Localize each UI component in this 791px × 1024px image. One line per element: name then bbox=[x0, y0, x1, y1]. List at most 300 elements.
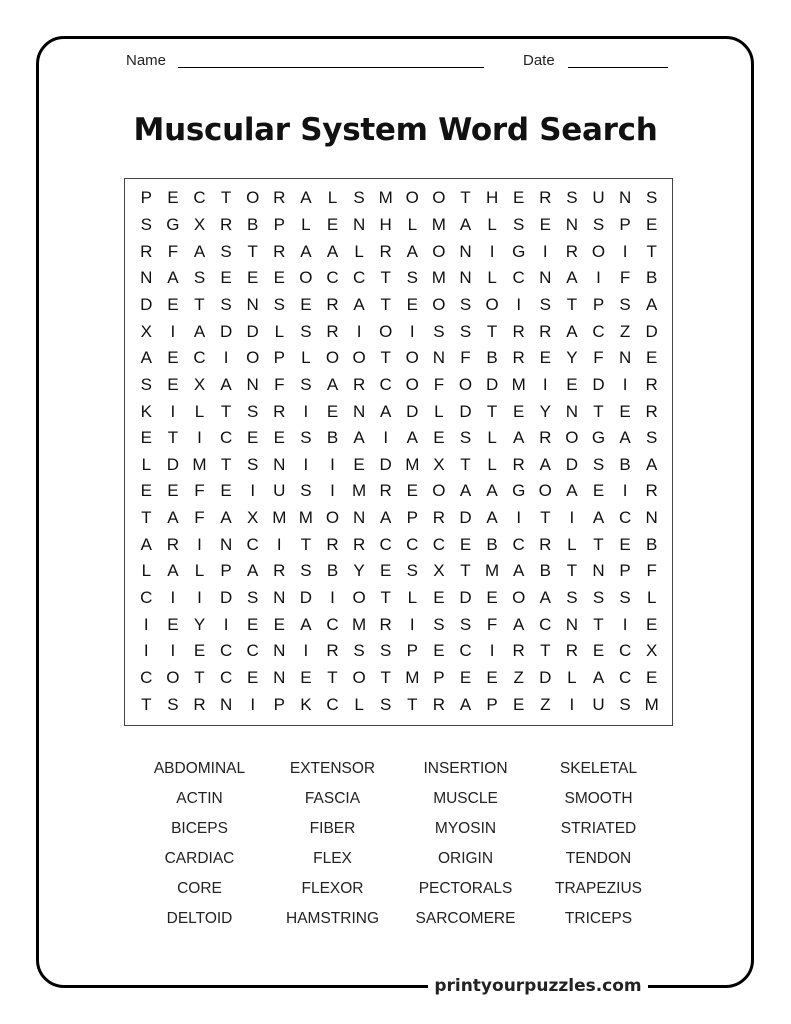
grid-letter: S bbox=[273, 294, 285, 314]
grid-letter: S bbox=[247, 588, 259, 608]
grid-letter: X bbox=[646, 641, 658, 661]
grid-letter: E bbox=[646, 614, 658, 634]
grid-letter: O bbox=[485, 294, 499, 314]
grid-letter: I bbox=[622, 481, 628, 501]
grid-letter: A bbox=[140, 534, 152, 554]
word-list-item: ORIGIN bbox=[437, 850, 494, 867]
grid-letter: C bbox=[379, 534, 392, 554]
grid-letter: N bbox=[645, 508, 658, 528]
grid-letter: L bbox=[327, 188, 338, 208]
grid-letter: O bbox=[352, 588, 366, 608]
word-list-item: TRICEPS bbox=[564, 910, 633, 927]
word-list-item: MYOSIN bbox=[434, 820, 497, 837]
letter-grid bbox=[133, 185, 665, 718]
grid-letter: Y bbox=[539, 401, 551, 421]
grid-letter: T bbox=[380, 668, 391, 688]
grid-letter: A bbox=[353, 428, 365, 448]
grid-letter: A bbox=[513, 561, 525, 581]
grid-letter: E bbox=[220, 268, 232, 288]
word-list-item: ABDOMINAL bbox=[153, 760, 246, 777]
grid-letter: I bbox=[197, 534, 202, 554]
grid-letter: S bbox=[300, 481, 312, 501]
grid-letter: M bbox=[405, 668, 420, 688]
grid-letter: M bbox=[644, 694, 659, 714]
grid-letter: E bbox=[646, 214, 658, 234]
grid-letter: E bbox=[167, 348, 179, 368]
grid-letter: O bbox=[405, 188, 419, 208]
grid-letter: R bbox=[326, 321, 339, 341]
grid-letter: E bbox=[300, 294, 312, 314]
grid-letter: S bbox=[459, 428, 472, 448]
word-list bbox=[133, 756, 665, 936]
grid-letter: S bbox=[380, 641, 392, 661]
grid-letter: A bbox=[300, 241, 312, 261]
grid-letter: R bbox=[193, 694, 206, 714]
grid-letter: E bbox=[273, 428, 285, 448]
grid-letter: R bbox=[539, 534, 552, 554]
grid-letter: L bbox=[487, 428, 497, 448]
grid-letter: D bbox=[166, 454, 180, 474]
grid-letter: T bbox=[380, 348, 391, 368]
grid-letter: T bbox=[460, 188, 471, 208]
grid-letter: B bbox=[539, 561, 551, 581]
grid-letter: R bbox=[273, 561, 286, 581]
grid-letter: O bbox=[352, 668, 366, 688]
grid-letter: A bbox=[167, 268, 179, 288]
grid-letter: L bbox=[487, 214, 497, 234]
grid-letter: N bbox=[273, 454, 286, 474]
grid-letter: C bbox=[193, 348, 206, 368]
grid-letter: L bbox=[141, 454, 152, 474]
grid-letter: C bbox=[140, 588, 153, 608]
grid-letter: C bbox=[618, 508, 632, 528]
grid-letter: T bbox=[486, 321, 498, 341]
grid-letter: K bbox=[300, 694, 312, 714]
grid-letter: T bbox=[460, 454, 471, 474]
grid-letter: D bbox=[539, 668, 552, 688]
grid-letter: L bbox=[487, 268, 497, 288]
grid-letter: E bbox=[459, 668, 472, 688]
grid-letter: C bbox=[326, 268, 339, 288]
grid-letter: S bbox=[619, 588, 631, 608]
grid-letter: E bbox=[167, 614, 179, 634]
grid-letter: O bbox=[405, 374, 419, 394]
grid-letter: R bbox=[539, 428, 552, 448]
grid-letter: Y bbox=[566, 348, 578, 368]
grid-letter: N bbox=[432, 348, 446, 368]
grid-letter: A bbox=[193, 321, 206, 341]
grid-letter: D bbox=[246, 321, 259, 341]
grid-letter: I bbox=[250, 481, 256, 501]
grid-letter: I bbox=[197, 428, 202, 448]
grid-letter: D bbox=[645, 321, 658, 341]
grid-letter: R bbox=[432, 508, 446, 528]
grid-letter: I bbox=[516, 294, 522, 314]
grid-letter: C bbox=[512, 534, 525, 554]
grid-letter: D bbox=[219, 588, 233, 608]
grid-letter: N bbox=[246, 374, 259, 394]
grid-letter: P bbox=[273, 694, 285, 714]
grid-letter: E bbox=[326, 401, 339, 421]
grid-letter: I bbox=[170, 641, 176, 661]
grid-letter: I bbox=[409, 321, 415, 341]
grid-letter: T bbox=[220, 188, 232, 208]
grid-letter: C bbox=[352, 268, 366, 288]
grid-letter: C bbox=[140, 668, 153, 688]
grid-letter: N bbox=[352, 401, 366, 421]
grid-letter: M bbox=[431, 214, 446, 234]
grid-letter: R bbox=[326, 641, 339, 661]
grid-letter: R bbox=[273, 401, 286, 421]
grid-letter: G bbox=[512, 241, 526, 261]
grid-letter: S bbox=[566, 188, 578, 208]
grid-letter: A bbox=[566, 321, 578, 341]
grid-letter: O bbox=[405, 348, 419, 368]
word-list-item: ACTIN bbox=[176, 790, 223, 807]
grid-letter: R bbox=[326, 534, 339, 554]
grid-letter: E bbox=[140, 481, 152, 501]
word-list-item: FASCIA bbox=[304, 790, 361, 807]
grid-letter: F bbox=[194, 508, 205, 528]
grid-letter: D bbox=[459, 588, 472, 608]
grid-letter: G bbox=[512, 481, 526, 501]
grid-letter: C bbox=[219, 428, 233, 448]
grid-letter: E bbox=[539, 214, 551, 234]
grid-letter: X bbox=[193, 214, 206, 234]
grid-letter: D bbox=[565, 454, 579, 474]
grid-letter: S bbox=[140, 214, 152, 234]
grid-letter: F bbox=[593, 348, 604, 368]
grid-letter: A bbox=[220, 508, 232, 528]
grid-letter: A bbox=[406, 241, 418, 261]
footer-site: printyourpuzzles.com bbox=[434, 976, 642, 996]
grid-letter: S bbox=[619, 694, 631, 714]
grid-letter: I bbox=[303, 454, 309, 474]
grid-letter: B bbox=[326, 428, 339, 448]
grid-letter: I bbox=[569, 694, 575, 714]
grid-letter: R bbox=[352, 374, 366, 394]
grid-letter: C bbox=[592, 321, 605, 341]
grid-letter: B bbox=[326, 561, 339, 581]
grid-letter: O bbox=[325, 508, 340, 528]
grid-letter: X bbox=[193, 374, 206, 394]
grid-letter: B bbox=[619, 454, 631, 474]
grid-letter: E bbox=[513, 401, 525, 421]
grid-letter: N bbox=[273, 641, 286, 661]
grid-letter: I bbox=[330, 454, 335, 474]
grid-letter: C bbox=[246, 641, 259, 661]
grid-letter: H bbox=[485, 188, 499, 208]
grid-letter: U bbox=[592, 188, 605, 208]
grid-letter: K bbox=[140, 401, 152, 421]
grid-letter: A bbox=[326, 241, 339, 261]
grid-letter: R bbox=[539, 188, 552, 208]
grid-letter: P bbox=[619, 561, 631, 581]
grid-letter: M bbox=[352, 481, 367, 501]
grid-letter: S bbox=[300, 321, 312, 341]
grid-letter: T bbox=[593, 534, 604, 554]
grid-letter: L bbox=[141, 561, 152, 581]
grid-letter: B bbox=[646, 534, 658, 554]
grid-letter: D bbox=[592, 374, 605, 394]
grid-letter: R bbox=[512, 348, 525, 368]
grid-letter: T bbox=[566, 561, 578, 581]
grid-letter: R bbox=[273, 188, 286, 208]
grid-letter: P bbox=[592, 294, 605, 314]
grid-letter: A bbox=[140, 348, 152, 368]
grid-letter: O bbox=[166, 668, 180, 688]
grid-letter: I bbox=[276, 534, 282, 554]
grid-letter: I bbox=[516, 508, 522, 528]
grid-letter: L bbox=[354, 241, 364, 261]
grid-letter: T bbox=[327, 668, 338, 688]
grid-letter: R bbox=[379, 481, 392, 501]
grid-letter: E bbox=[247, 268, 259, 288]
grid-letter: S bbox=[300, 561, 312, 581]
grid-letter: C bbox=[618, 668, 632, 688]
grid-letter: Z bbox=[513, 668, 524, 688]
grid-letter: D bbox=[140, 294, 153, 314]
grid-letter: X bbox=[433, 561, 445, 581]
grid-letter: P bbox=[406, 508, 418, 528]
grid-letter: T bbox=[220, 401, 232, 421]
grid-letter: I bbox=[170, 401, 176, 421]
grid-letter: I bbox=[223, 348, 229, 368]
grid-letter: E bbox=[433, 428, 445, 448]
grid-letter: M bbox=[352, 614, 367, 634]
name-label: Name bbox=[126, 52, 167, 69]
grid-letter: S bbox=[193, 268, 206, 288]
grid-letter: L bbox=[646, 588, 657, 608]
grid-letter: E bbox=[646, 668, 658, 688]
grid-letter: S bbox=[247, 454, 259, 474]
grid-letter: A bbox=[646, 454, 658, 474]
grid-letter: T bbox=[593, 614, 604, 634]
grid-letter: C bbox=[219, 641, 233, 661]
grid-letter: F bbox=[433, 374, 445, 394]
word-list-item: FIBER bbox=[309, 820, 356, 837]
grid-letter: E bbox=[193, 641, 206, 661]
grid-letter: A bbox=[566, 268, 578, 288]
grid-letter: L bbox=[567, 534, 577, 554]
word-list-item: BICEPS bbox=[171, 820, 228, 837]
grid-letter: O bbox=[538, 481, 552, 501]
grid-letter: M bbox=[298, 508, 313, 528]
grid-letter: Z bbox=[619, 321, 631, 341]
grid-letter: S bbox=[646, 428, 658, 448]
grid-letter: C bbox=[326, 614, 339, 634]
grid-letter: R bbox=[379, 614, 392, 634]
grid-letter: E bbox=[300, 668, 312, 688]
word-list-item: MUSCLE bbox=[433, 790, 498, 807]
grid-letter: L bbox=[407, 588, 418, 608]
grid-letter: F bbox=[646, 561, 657, 581]
grid-letter: E bbox=[167, 481, 179, 501]
grid-letter: S bbox=[592, 214, 605, 234]
grid-letter: O bbox=[432, 188, 446, 208]
grid-letter: S bbox=[353, 641, 365, 661]
word-list-item: CORE bbox=[177, 880, 222, 897]
grid-letter: T bbox=[380, 588, 391, 608]
date-label: Date bbox=[523, 52, 555, 69]
grid-letter: E bbox=[247, 428, 259, 448]
grid-letter: T bbox=[407, 694, 418, 714]
grid-letter: S bbox=[433, 321, 445, 341]
grid-letter: Z bbox=[540, 694, 551, 714]
grid-letter: L bbox=[194, 401, 205, 421]
grid-letter: F bbox=[194, 481, 205, 501]
grid-letter: S bbox=[167, 694, 179, 714]
grid-letter: A bbox=[539, 454, 551, 474]
grid-letter: C bbox=[432, 534, 446, 554]
grid-letter: S bbox=[220, 241, 232, 261]
grid-letter: I bbox=[596, 268, 601, 288]
grid-letter: H bbox=[379, 214, 392, 234]
grid-letter: A bbox=[459, 694, 472, 714]
grid-letter: P bbox=[406, 641, 418, 661]
grid-letter: N bbox=[219, 534, 233, 554]
grid-letter: S bbox=[646, 188, 658, 208]
word-list-item: INSERTION bbox=[423, 760, 508, 777]
grid-letter: T bbox=[247, 241, 258, 261]
date-line bbox=[568, 67, 668, 68]
grid-letter: T bbox=[141, 508, 152, 528]
grid-letter: D bbox=[459, 508, 472, 528]
grid-letter: L bbox=[301, 348, 311, 368]
word-list-item: FLEX bbox=[313, 850, 352, 867]
grid-letter: R bbox=[219, 214, 233, 234]
grid-letter: L bbox=[487, 454, 497, 474]
grid-letter: C bbox=[618, 641, 632, 661]
grid-letter: S bbox=[513, 214, 525, 234]
grid-letter: C bbox=[193, 188, 206, 208]
grid-letter: E bbox=[539, 348, 551, 368]
puzzle-title: Muscular System Word Search bbox=[133, 112, 658, 148]
grid-letter: P bbox=[433, 668, 445, 688]
grid-letter: E bbox=[406, 294, 418, 314]
grid-letter: M bbox=[192, 454, 207, 474]
grid-letter: I bbox=[622, 374, 628, 394]
grid-letter: N bbox=[352, 508, 366, 528]
grid-letter: F bbox=[274, 374, 285, 394]
grid-letter: E bbox=[513, 694, 525, 714]
grid-letter: E bbox=[566, 374, 578, 394]
grid-letter: A bbox=[646, 294, 658, 314]
grid-letter: A bbox=[353, 294, 365, 314]
grid-letter: C bbox=[246, 534, 259, 554]
grid-letter: P bbox=[140, 188, 152, 208]
grid-letter: A bbox=[380, 401, 392, 421]
grid-letter: F bbox=[619, 268, 631, 288]
grid-letter: C bbox=[219, 668, 233, 688]
grid-letter: A bbox=[193, 241, 206, 261]
grid-letter: E bbox=[459, 534, 472, 554]
word-list-item: SMOOTH bbox=[564, 790, 633, 807]
grid-letter: A bbox=[300, 188, 312, 208]
grid-letter: E bbox=[433, 641, 445, 661]
grid-letter: E bbox=[513, 188, 525, 208]
grid-letter: R bbox=[273, 241, 286, 261]
grid-letter: C bbox=[512, 268, 525, 288]
grid-letter: R bbox=[352, 534, 366, 554]
grid-letter: A bbox=[300, 614, 312, 634]
grid-letter: L bbox=[407, 214, 418, 234]
grid-letter: O bbox=[512, 588, 526, 608]
grid-letter: I bbox=[489, 641, 495, 661]
grid-letter: P bbox=[273, 214, 285, 234]
grid-letter: C bbox=[326, 694, 339, 714]
grid-letter: T bbox=[167, 428, 179, 448]
grid-letter: T bbox=[460, 561, 471, 581]
grid-letter: U bbox=[273, 481, 286, 501]
grid-letter: S bbox=[459, 321, 472, 341]
grid-letter: N bbox=[592, 561, 605, 581]
grid-letter: L bbox=[434, 401, 444, 421]
grid-letter: E bbox=[273, 268, 285, 288]
grid-letter: N bbox=[539, 268, 552, 288]
grid-letter: M bbox=[378, 188, 393, 208]
grid-letter: E bbox=[619, 401, 631, 421]
grid-letter: A bbox=[619, 428, 631, 448]
word-list-item: STRIATED bbox=[560, 820, 637, 837]
grid-letter: M bbox=[511, 374, 526, 394]
word-list-item: FLEXOR bbox=[301, 880, 364, 897]
grid-letter: I bbox=[170, 321, 176, 341]
grid-letter: L bbox=[301, 214, 311, 234]
grid-letter: S bbox=[592, 588, 605, 608]
word-list-item: SARCOMERE bbox=[415, 910, 516, 927]
word-list-item: SKELETAL bbox=[559, 760, 638, 777]
grid-letter: I bbox=[170, 588, 176, 608]
grid-letter: R bbox=[512, 641, 525, 661]
grid-letter: O bbox=[458, 374, 473, 394]
grid-letter: N bbox=[273, 588, 286, 608]
grid-letter: N bbox=[459, 268, 472, 288]
grid-letter: E bbox=[167, 294, 179, 314]
word-list-item: PECTORALS bbox=[418, 880, 513, 897]
grid-letter: E bbox=[167, 188, 179, 208]
grid-letter: O bbox=[246, 188, 260, 208]
grid-letter: I bbox=[303, 401, 309, 421]
grid-letter: A bbox=[406, 428, 418, 448]
grid-letter: E bbox=[592, 641, 605, 661]
grid-letter: S bbox=[220, 294, 232, 314]
grid-letter: R bbox=[512, 321, 525, 341]
grid-letter: R bbox=[166, 534, 180, 554]
grid-letter: O bbox=[325, 348, 340, 368]
grid-letter: A bbox=[486, 481, 498, 501]
grid-letter: F bbox=[460, 348, 471, 368]
grid-letter: S bbox=[406, 268, 418, 288]
grid-letter: I bbox=[569, 508, 575, 528]
grid-letter: E bbox=[247, 614, 259, 634]
grid-letter: C bbox=[379, 374, 392, 394]
grid-letter: G bbox=[591, 428, 606, 448]
grid-letter: T bbox=[300, 534, 312, 554]
grid-letter: R bbox=[512, 454, 525, 474]
grid-letter: E bbox=[167, 374, 179, 394]
grid-letter: U bbox=[592, 694, 605, 714]
grid-letter: X bbox=[433, 454, 445, 474]
grid-letter: N bbox=[273, 668, 286, 688]
grid-letter: E bbox=[220, 481, 232, 501]
grid-letter: T bbox=[380, 268, 391, 288]
grid-letter: M bbox=[431, 268, 446, 288]
grid-letter: C bbox=[539, 614, 552, 634]
grid-letter: O bbox=[432, 241, 446, 261]
grid-letter: I bbox=[143, 614, 149, 634]
grid-letter: X bbox=[247, 508, 259, 528]
